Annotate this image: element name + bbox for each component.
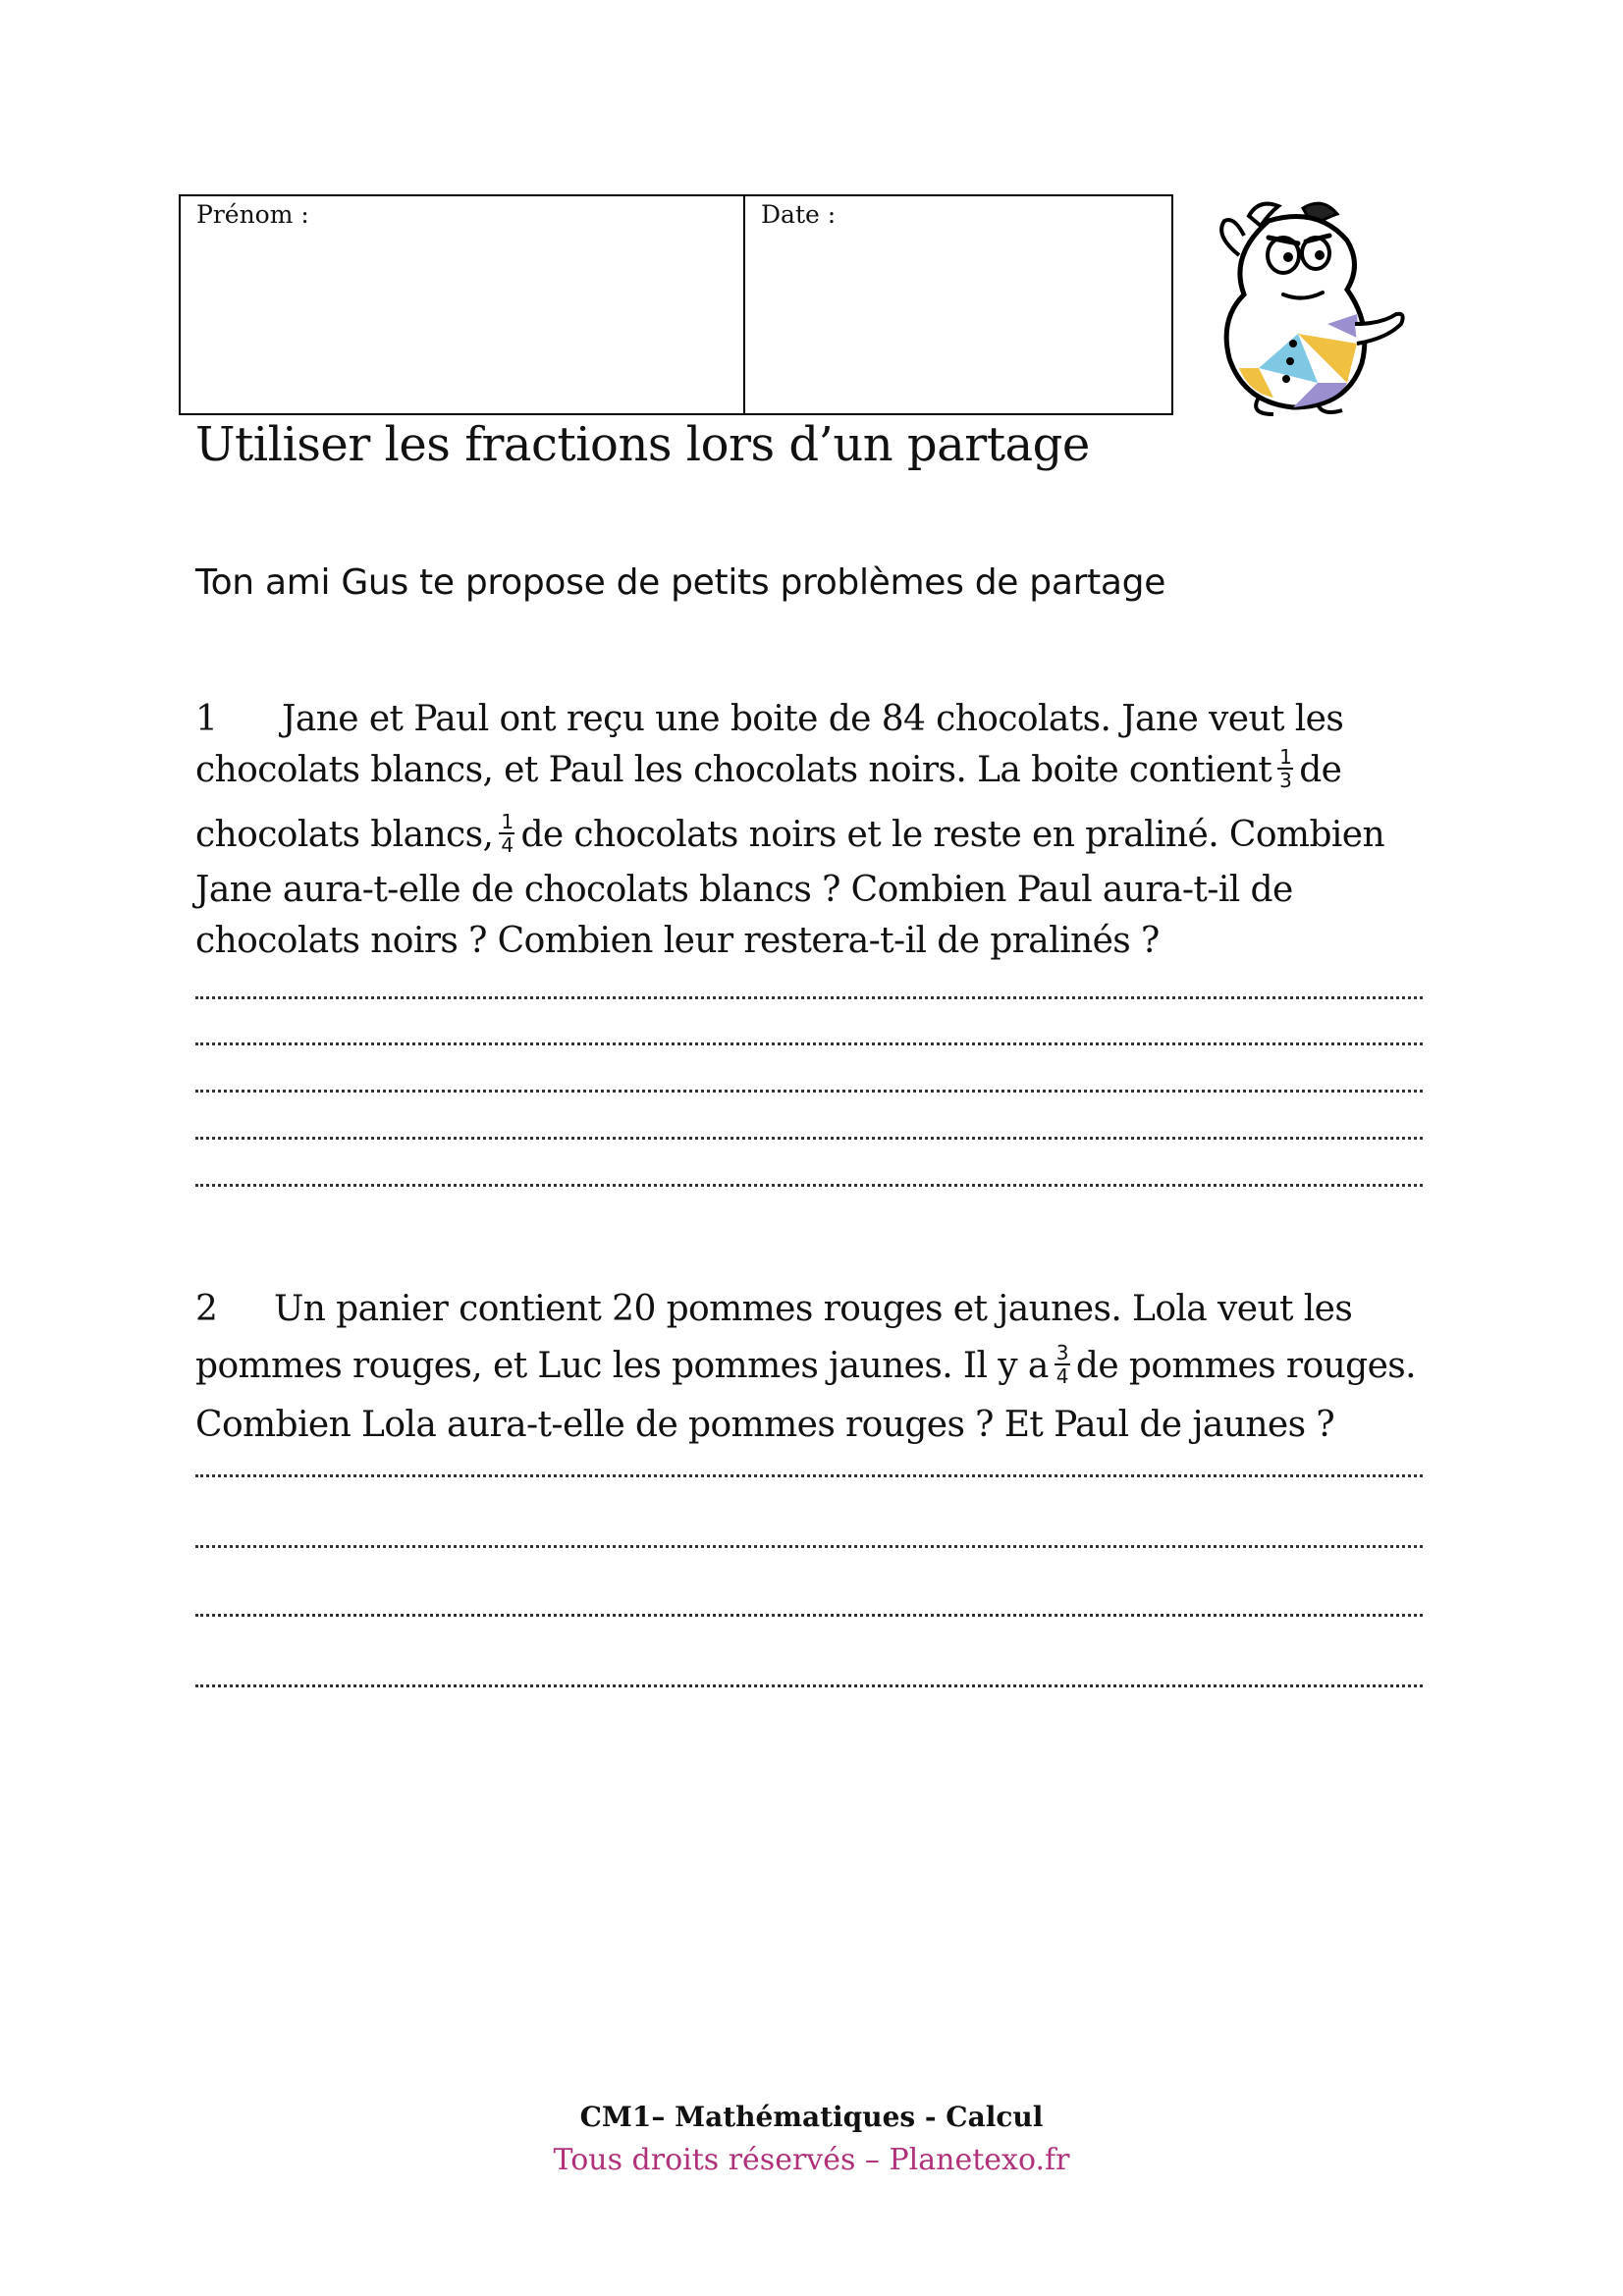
exercise-2-line-1: 2 Un panier contient 20 pommes rouges et jaunes. Lola veut les — [195, 1289, 1353, 1329]
fraction-three-quarters: $\frac{3}{4}$ — [1055, 1341, 1068, 1388]
answer-line[interactable] — [195, 1137, 1423, 1140]
prenom-label: Prénom : — [196, 200, 309, 229]
footer-copyright: Tous droits réservés – Planetexo.fr — [553, 2143, 1070, 2177]
exercise-1-line-4: Jane aura-t-elle de chocolats blancs ? Combien Paul aura-t-il de — [195, 870, 1293, 910]
exercise-1-line-1: 1 Jane et Paul ont reçu une boite de 84 chocolats. Jane veut les — [195, 699, 1344, 739]
exercise-1-line-5: chocolats noirs ? Combien leur restera-t-il de pralinés ? — [195, 921, 1160, 961]
answer-line[interactable] — [195, 1090, 1423, 1093]
exercise-2-line-3: Combien Lola aura-t-elle de pommes rouges ? Et Paul de jaunes ? — [195, 1405, 1335, 1445]
answer-line[interactable] — [195, 1474, 1423, 1477]
answer-line[interactable] — [195, 1545, 1423, 1548]
exercise-1-line-3: chocolats blancs, $\frac{1}{4}$ de chocolats noirs et le reste en praliné. Combien — [195, 810, 1385, 857]
sheep-mascot-icon — [1200, 196, 1416, 417]
answer-line[interactable] — [195, 1184, 1423, 1187]
exercise-1-line-2: chocolats blancs, et Paul les chocolats noirs. La boite contient $\frac{1}{3}$ de — [195, 745, 1342, 792]
answer-line[interactable] — [195, 1614, 1423, 1617]
prenom-field[interactable] — [181, 196, 745, 413]
date-label: Date : — [761, 200, 837, 229]
subtitle: Ton ami Gus te propose de petits problèmes de partage — [195, 562, 1166, 603]
fraction-one-quarter: $\frac{1}{4}$ — [501, 810, 514, 857]
page-title: Utiliser les fractions lors d’un partage — [195, 417, 1090, 472]
fraction-one-third: $\frac{1}{3}$ — [1279, 745, 1292, 792]
answer-line[interactable] — [195, 996, 1423, 999]
name-date-box — [179, 194, 1173, 415]
footer-course: CM1– Mathématiques - Calcul — [579, 2101, 1044, 2133]
exercise-1-number: 1 — [195, 699, 218, 739]
exercise-2-line-2: pommes rouges, et Luc les pommes jaunes. Il y a $\frac{3}{4}$ de pommes rouges. — [195, 1341, 1417, 1388]
date-field[interactable] — [745, 196, 1171, 413]
exercise-2-number: 2 — [195, 1289, 218, 1329]
answer-line[interactable] — [195, 1042, 1423, 1045]
answer-line[interactable] — [195, 1684, 1423, 1687]
